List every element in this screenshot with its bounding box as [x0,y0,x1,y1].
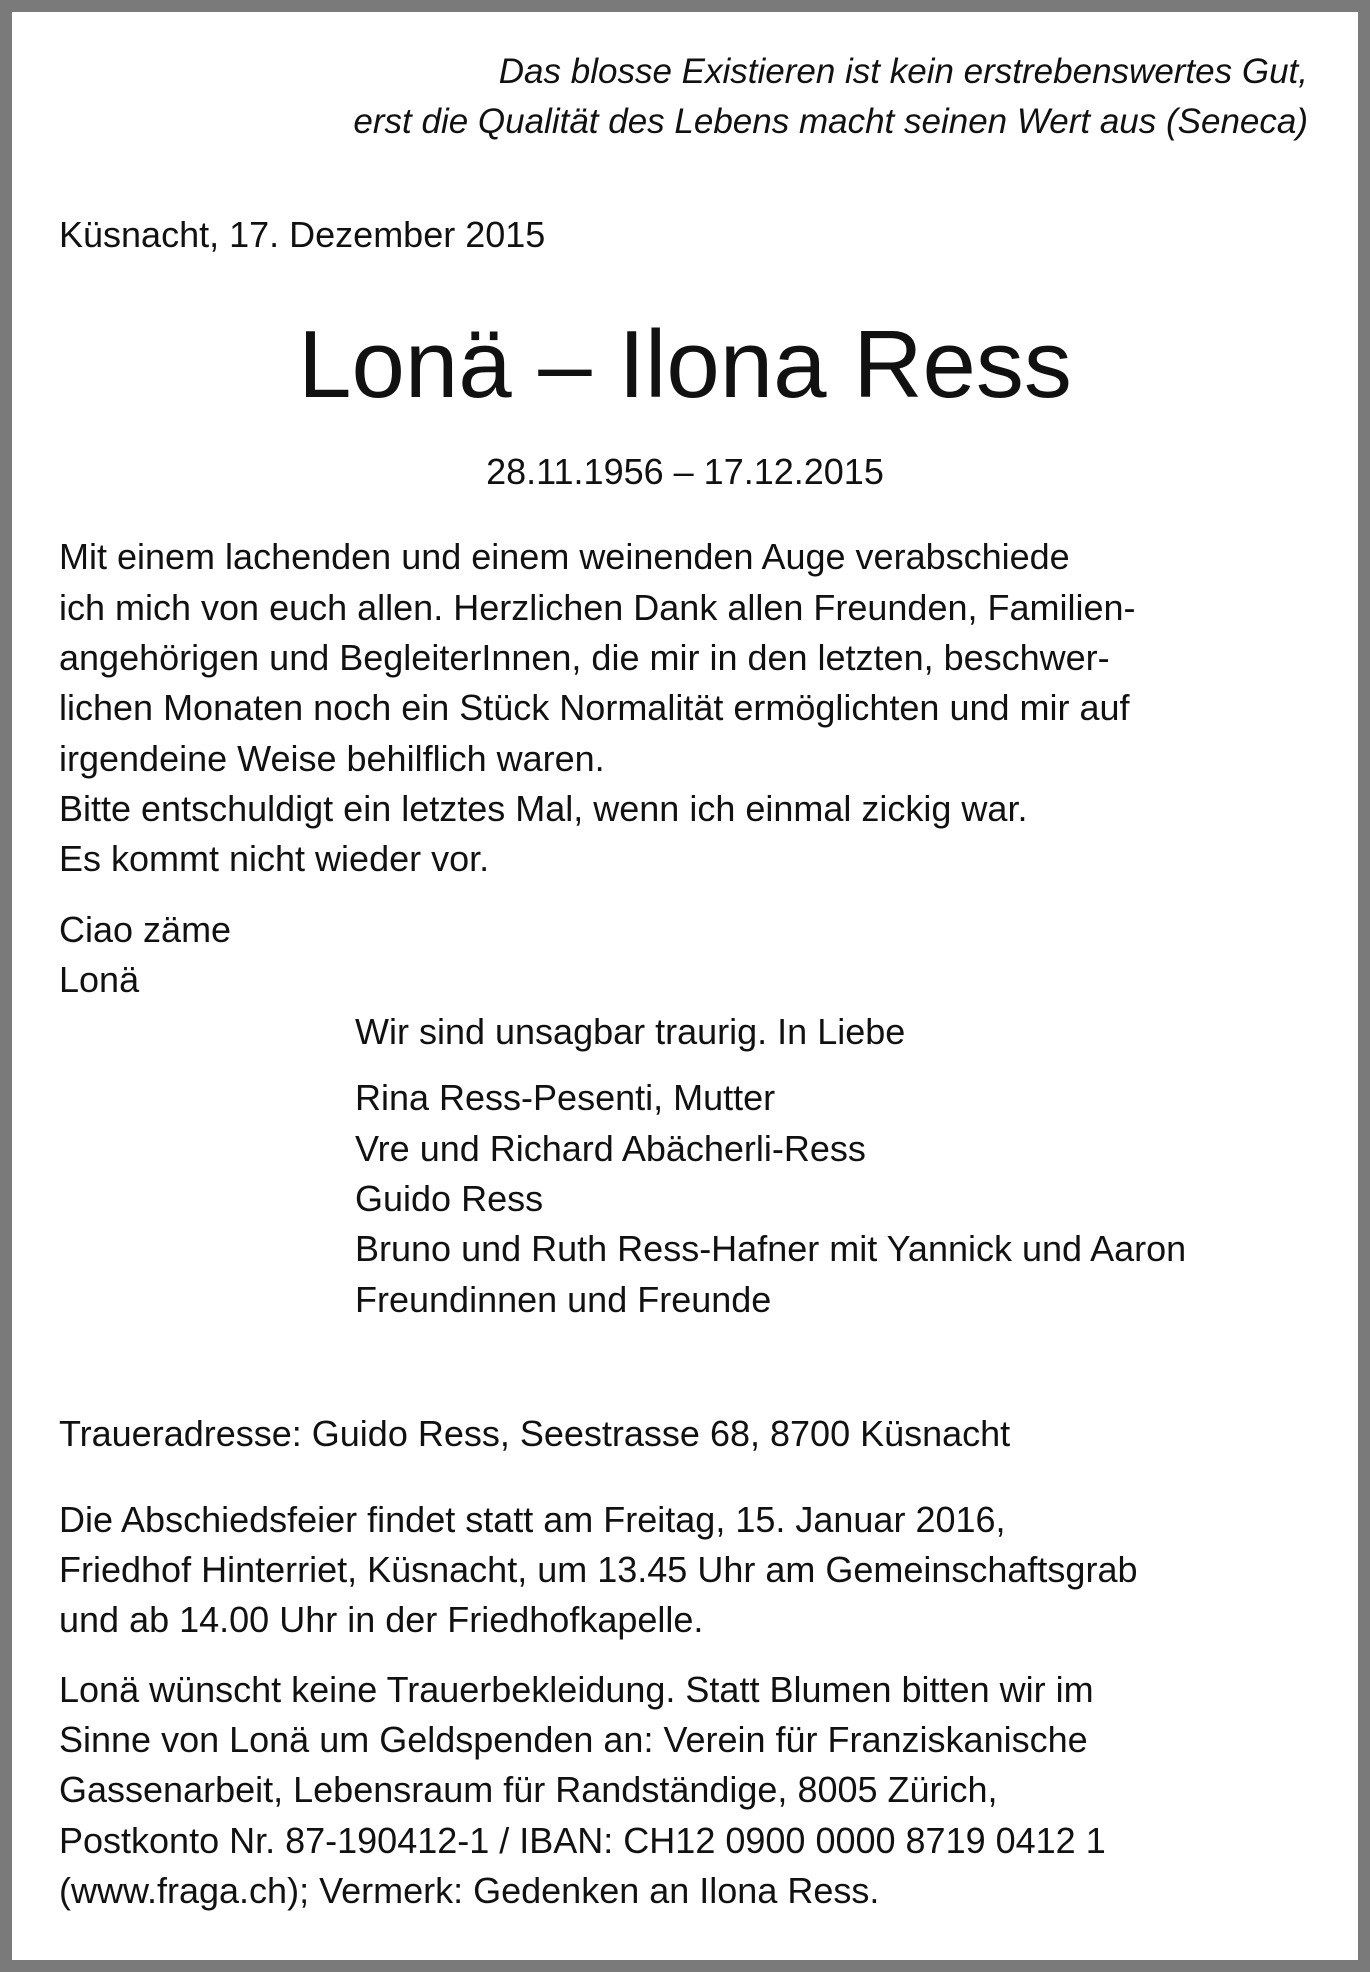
message-line: Es kommt nicht wieder vor. [59,838,490,879]
mourner: Guido Ress [355,1178,544,1219]
message-line: Mit einem lachenden und einem weinenden Auge verabschiede [59,536,1070,577]
ceremony-line: Die Abschiedsfeier findet statt am Freitag, 15. Januar 2016, [59,1499,1006,1540]
message-line: angehörigen und BegleiterInnen, die mir in den letzten, beschwer- [59,637,1110,678]
mourner: Vre und Richard Abächerli-Ress [355,1128,866,1169]
message-line: irgendeine Weise behilflich waren. [59,738,605,779]
obituary-notice [12,12,1358,1960]
signoff-line: Lonä [59,959,140,1000]
quote-line: Das blosse Existieren ist kein erstrebenswertes Gut, [498,52,1308,91]
message-line: Bitte entschuldigt ein letztes Mal, wenn ich einmal zickig war. [59,788,1028,829]
donation-line: (www.fraga.ch); Vermerk: Gedenken an Ilona Ress. [59,1870,880,1911]
deceased-name: Lonä – Ilona Ress [298,311,1072,418]
message-line: ich mich von euch allen. Herzlichen Dank allen Freunden, Familien- [59,587,1136,628]
life-dates: 28.11.1956 – 17.12.2015 [486,451,884,492]
message-line: lichen Monaten noch ein Stück Normalität ermöglichten und mir auf [59,687,1130,728]
mourner: Freundinnen und Freunde [355,1279,772,1320]
place-date: Küsnacht, 17. Dezember 2015 [59,214,546,255]
donation-line: Postkonto Nr. 87-190412-1 / IBAN: CH12 0900 0000 8719 0412 1 [59,1820,1106,1861]
mourner: Bruno und Ruth Ress-Hafner mit Yannick und Aaron [355,1228,1187,1269]
quote-line: erst die Qualität des Lebens macht seinen Wert aus (Seneca) [353,102,1308,141]
signoff-line: Ciao zäme [59,909,232,950]
mourner: Rina Ress-Pesenti, Mutter [355,1077,776,1118]
ceremony-line: Friedhof Hinterriet, Küsnacht, um 13.45 Uhr am Gemeinschaftsgrab [59,1549,1138,1590]
ceremony-line: und ab 14.00 Uhr in der Friedhofkapelle. [59,1599,704,1640]
donation-line: Sinne von Lonä um Geldspenden an: Verein für Franziskanische [59,1719,1088,1760]
donation-line: Lonä wünscht keine Trauerbekleidung. Statt Blumen bitten wir im [59,1669,1094,1710]
mourners-intro: Wir sind unsagbar traurig. In Liebe [355,1011,906,1052]
donation-line: Gassenarbeit, Lebensraum für Randständige, 8005 Zürich, [59,1769,998,1810]
mourning-address: Traueradresse: Guido Ress, Seestrasse 68, 8700 Küsnacht [59,1413,1011,1454]
